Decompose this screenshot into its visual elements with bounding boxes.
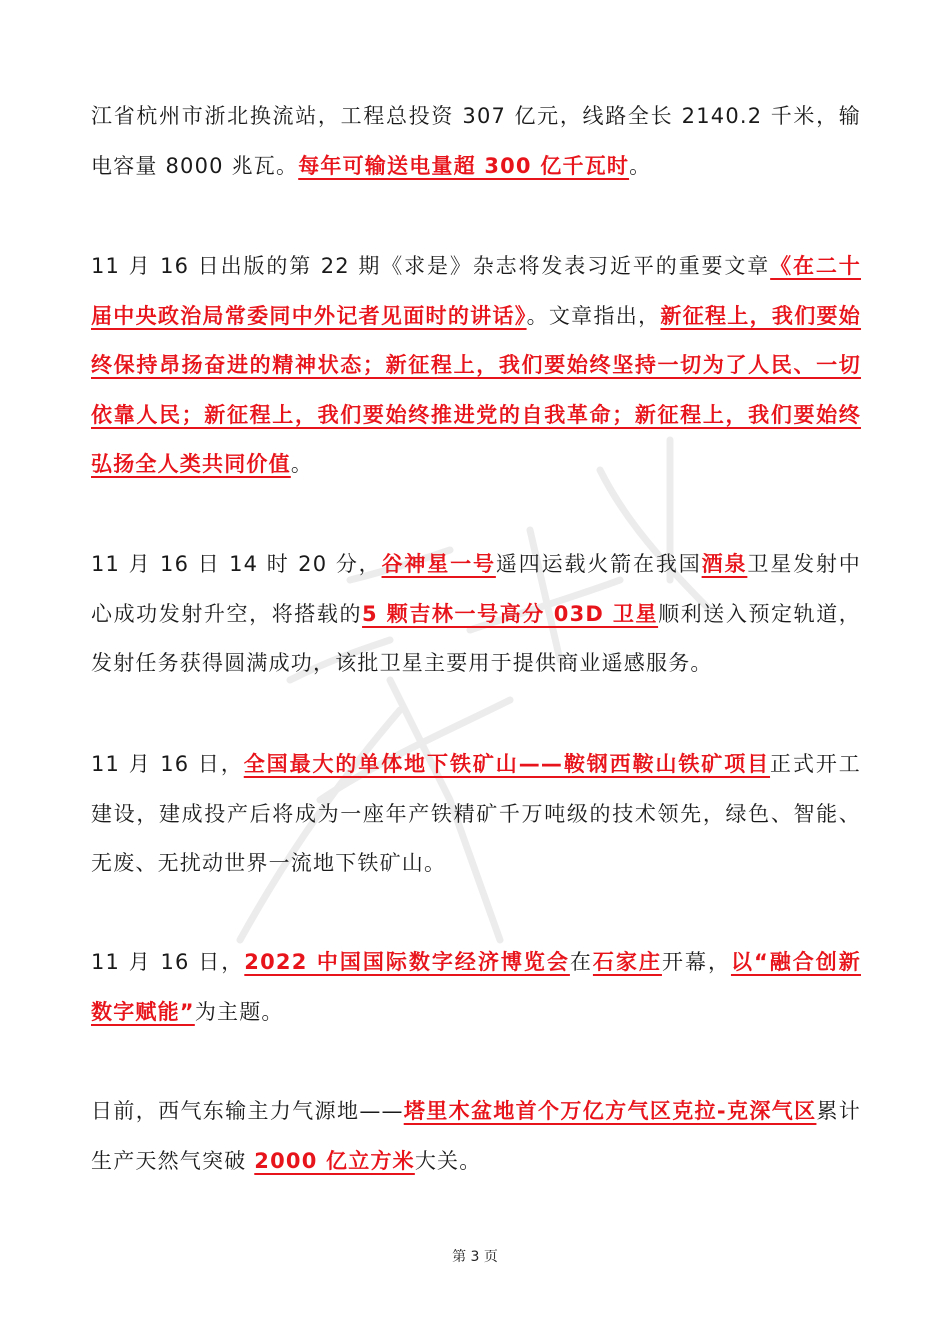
body-text-segment: 卫星发射中心成功发射升空，将搭载的 (91, 552, 861, 626)
body-text-segment: 江省杭州市浙北换流站，工程总投资 307 亿元，线路全长 2140.2 千米，输电容量 8000 兆瓦。 (91, 104, 861, 178)
body-text-segment: 正式开工建设，建成投产后将成为一座年产铁精矿千万吨级的技术领先，绿色、智能、无废、无扰动世界一流地下铁矿山。 (91, 752, 861, 875)
body-text-segment: 为主题。 (194, 999, 284, 1024)
body-text-segment: 11 月 16 日， (91, 752, 244, 776)
news-paragraph-digital-expo (91, 938, 861, 1037)
body-text-segment: 大关。 (414, 1148, 482, 1173)
body-text-segment: 11 月 16 日 14 时 20 分， (91, 552, 382, 576)
news-paragraph-qiushi-article (91, 242, 861, 490)
news-paragraph-uhv-line (91, 92, 861, 191)
highlighted-key-phrase: 谷神星一号 (381, 552, 496, 576)
body-text-segment: 累计生产天然气突破 (91, 1099, 861, 1173)
page-number: 第 3 页 (452, 1249, 498, 1265)
body-text-segment: 。文章指出， (526, 303, 661, 328)
highlighted-key-phrase: 酒泉 (701, 552, 748, 576)
highlighted-key-phrase: 全国最大的单体地下铁矿山——鞍钢西鞍山铁矿项目 (243, 752, 771, 776)
body-text-segment: 。 (290, 452, 314, 476)
highlighted-key-phrase: 以“融合创新 数字赋能” (91, 950, 861, 1024)
highlighted-key-phrase: 2000 亿立方米 (254, 1148, 415, 1173)
highlighted-key-phrase: 石家庄 (592, 950, 662, 974)
body-text-segment: 遥四运载火箭在我国 (495, 552, 702, 576)
highlighted-key-phrase: 《在二十届中央政治局常委同中外记者见面时的讲话》 (91, 254, 861, 328)
news-paragraph-rocket-launch (91, 540, 861, 689)
highlighted-key-phrase: 塔里木盆地首个万亿方气区克拉-克深气区 (403, 1099, 817, 1123)
news-paragraph-gas-field (91, 1087, 861, 1186)
highlighted-key-phrase: 每年可输送电量超 300 亿千瓦时 (298, 153, 630, 178)
body-text-segment: 顺利送入预定轨道，发射任务获得圆满成功，该批卫星主要用于提供商业遥感服务。 (91, 601, 861, 675)
news-paragraph-iron-mine (91, 740, 861, 889)
body-text-segment: 开幕， (661, 950, 731, 974)
body-text-segment: 日前，西气东输主力气源地—— (91, 1099, 404, 1123)
highlighted-key-phrase: 5 颗吉林一号高分 03D 卫星 (362, 601, 659, 626)
highlighted-key-phrase: 2022 中国国际数字经济博览会 (244, 950, 570, 974)
body-text-segment: 11 月 16 日， (91, 950, 245, 974)
body-text-segment: 。 (629, 153, 652, 178)
body-text-segment: 11 月 16 日出版的第 22 期《求是》杂志将发表习近平的重要文章 (91, 254, 771, 278)
body-text-segment: 在 (569, 950, 593, 974)
highlighted-key-phrase: 新征程上，我们要始终保持昂扬奋进的精神状态；新征程上，我们要始终坚持一切为了人民、一切依靠人民；新征程上，我们要始终推进党的自我革命；新征程上，我们要始终弘扬全人类共同价值 (91, 303, 862, 476)
